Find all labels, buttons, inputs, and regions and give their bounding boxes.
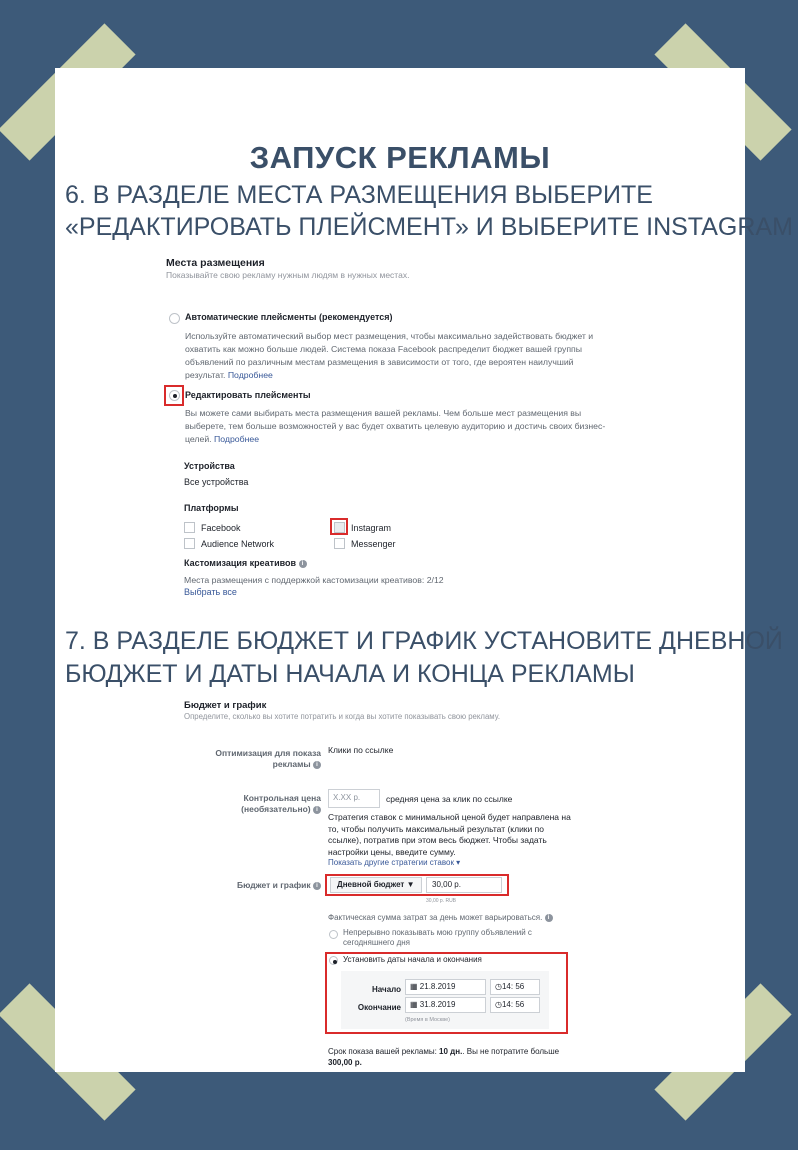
budget-subtitle: Определите, сколько вы хотите потратить и когда вы хотите показывать свою рекламу.	[184, 712, 501, 721]
customization-desc: Места размещения с поддержкой кастомизации креативов: 2/12	[184, 575, 444, 585]
placements-subtitle: Показывайте свою рекламу нужным людям в нужных местах.	[166, 270, 410, 280]
facebook-label[interactable]: Facebook	[201, 523, 241, 533]
instagram-checkbox[interactable]	[334, 522, 345, 533]
step6-heading-line2: «РЕДАКТИРОВАТЬ ПЛЕЙСМЕНТ» И ВЫБЕРИТЕ INSTAGRAM	[65, 213, 793, 241]
run-summary: Срок показа вашей рекламы: 10 дн.. Вы не потратите больше 300,00 р.	[328, 1047, 560, 1067]
edit-placements-label[interactable]: Редактировать плейсменты	[185, 390, 311, 400]
platforms-label: Платформы	[184, 503, 239, 513]
instagram-label[interactable]: Instagram	[351, 523, 392, 533]
budget-schedule-label: Бюджет и график i	[205, 880, 321, 891]
actual-spend-note: Фактическая сумма затрат за день может варьироваться. i	[328, 913, 553, 922]
start-date-input[interactable]: ▦ 21.8.2019	[405, 979, 486, 995]
info-icon[interactable]: i	[313, 806, 321, 814]
auto-more-link[interactable]: Подробнее	[227, 370, 273, 380]
audience-network-label[interactable]: Audience Network	[201, 539, 275, 549]
continuous-radio[interactable]	[329, 930, 338, 939]
budget-title: Бюджет и график	[184, 700, 267, 711]
auto-placements-desc: Используйте автоматический выбор мест размещения, чтобы максимально задействовать бюджет и охватить как можно больше людей. Система показа Facebook распределит бюджет вашей группы объявлений по различным местам размещения в зависимости от того, где вероятен наилучший результат. Подробнее	[185, 331, 594, 380]
caret-down-icon: ▼	[406, 880, 415, 889]
timezone-note: (Время в Москве)	[405, 1017, 450, 1023]
start-label: Начало	[372, 985, 401, 994]
page-title: ЗАПУСК РЕКЛАМЫ	[249, 140, 551, 175]
optimization-label: Оптимизация для показа рекламы i	[215, 748, 321, 769]
control-price-hint: средняя цена за клик по ссылке	[386, 794, 513, 804]
customization-label: Кастомизация креативов i	[184, 558, 307, 568]
info-icon[interactable]: i	[299, 560, 307, 568]
auto-placements-radio[interactable]	[169, 313, 180, 324]
end-date-input[interactable]: ▦ 31.8.2019	[405, 997, 486, 1013]
set-dates-radio[interactable]	[329, 956, 338, 965]
facebook-checkbox[interactable]	[184, 522, 195, 533]
edit-placements-desc: Вы можете сами выбирать места размещения вашей рекламы. Чем больше мест размещения вы выберете, тем больше возможностей у вас будет охватить целевую аудиторию и достичь своих бизнес- целей. Подробнее	[185, 408, 606, 444]
control-price-input[interactable]: X.XX р.	[328, 789, 380, 808]
budget-amount-input[interactable]: 30,00 р.	[426, 877, 502, 893]
optimization-value: Клики по ссылке	[328, 745, 394, 755]
control-price-label: Контрольная цена (необязательно) i	[241, 793, 321, 814]
budget-note: 30,00 р. RUB	[426, 898, 457, 904]
auto-placements-label[interactable]: Автоматические плейсменты (рекомендуется)	[185, 312, 393, 322]
set-dates-label[interactable]: Установить даты начала и окончания	[343, 955, 482, 964]
end-label: Окончание	[357, 1003, 401, 1012]
step6-heading-line1: 6. В РАЗДЕЛЕ МЕСТА РАЗМЕЩЕНИЯ ВЫБЕРИТЕ	[65, 181, 653, 209]
audience-network-checkbox[interactable]	[184, 538, 195, 549]
step7-heading-line2: БЮДЖЕТ И ДАТЫ НАЧАЛА И КОНЦА РЕКЛАМЫ	[65, 660, 635, 688]
messenger-label[interactable]: Messenger	[351, 539, 396, 549]
page-sheet	[55, 68, 793, 1072]
select-all-link[interactable]: Выбрать все	[184, 587, 237, 597]
end-time-input[interactable]: ◷14: 56	[490, 997, 540, 1013]
messenger-checkbox[interactable]	[334, 538, 345, 549]
edit-placements-radio[interactable]	[169, 390, 180, 401]
placements-title: Места размещения	[166, 257, 265, 269]
clock-icon: ◷	[495, 982, 502, 991]
calendar-icon: ▦	[410, 1000, 418, 1009]
budget-type-select[interactable]: Дневной бюджет ▼	[330, 877, 422, 893]
info-icon[interactable]: i	[313, 882, 321, 890]
continuous-label[interactable]: Непрерывно показывать мою группу объявлений с сегодняшнего дня	[343, 928, 532, 947]
other-strategies-link[interactable]: Показать другие стратегии ставок ▾	[328, 858, 461, 867]
calendar-icon: ▦	[410, 982, 418, 991]
step7-heading-line1: 7. В РАЗДЕЛЕ БЮДЖЕТ И ГРАФИК УСТАНОВИТЕ ДНЕВНОЙ	[65, 627, 783, 655]
devices-value[interactable]: Все устройства	[184, 477, 249, 487]
edit-more-link[interactable]: Подробнее	[214, 434, 260, 444]
clock-icon: ◷	[495, 1000, 502, 1009]
strategy-desc: Стратегия ставок с минимальной ценой будет направлена на то, чтобы получить максимальный результат (клики по ссылке), потратив при этом весь бюджет. Чтобы задать настройки цены, введите сумму.	[328, 812, 571, 857]
info-icon[interactable]: i	[313, 761, 321, 769]
start-time-input[interactable]: ◷14: 56	[490, 979, 540, 995]
info-icon[interactable]: i	[545, 914, 553, 922]
devices-label: Устройства	[184, 461, 235, 471]
